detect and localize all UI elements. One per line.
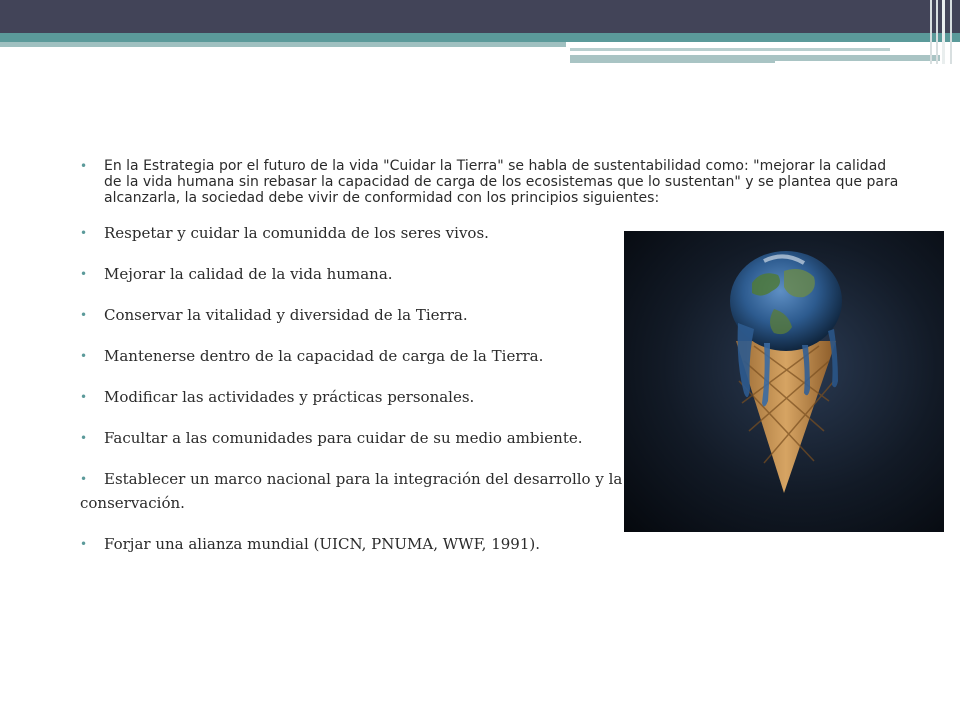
list-item [80,347,624,365]
bullet-icon: • [80,226,88,240]
list-item [80,224,624,242]
intro-text: En la Estrategia por el futuro de la vida "Cuidar la Tierra" se habla de sustentabilidad como: "mejorar la calidad de la vida humana sin rebasar la capacidad de carga de los ecosistemas que lo sustentan" y se plantea que para alcanzarla, la sociedad debe vivir de conformidad con los principios siguientes: [104,158,899,206]
edge-line [950,0,952,64]
list-item-text: Conservar la vitalidad y diversidad de la Tierra. [104,306,468,324]
list-item-text: Modificar las actividades y prácticas personales. [104,388,475,406]
list-item [80,429,624,447]
list-item [80,388,624,406]
accent-band [0,33,960,42]
list-item-text: Forjar una alianza mundial (UICN, PNUMA, WWF, 1991). [104,535,540,553]
bullet-icon: • [80,349,88,363]
list-item [80,470,624,488]
principles-list-end [80,535,900,553]
cone-shape [736,341,836,493]
edge-line [942,0,945,64]
bullet-icon: • [80,537,88,551]
bullet-icon: • [80,267,88,281]
accent-underline-left [0,42,566,47]
bullet-icon: • [80,390,88,404]
title-bar-band [0,0,960,33]
bullet-icon: • [80,431,88,445]
bullet-icon: • [80,159,88,173]
melting-earth-illustration [624,231,944,532]
accent-stripe-cut [775,61,940,64]
list-item [80,306,624,324]
list-item-continuation: conservación. [80,494,185,512]
list-item-text: Mejorar la calidad de la vida humana. [104,265,393,283]
list-item-text: Mantenerse dentro de la capacidad de carga de la Tierra. [104,347,544,365]
intro-paragraph [80,158,904,206]
bullet-icon: • [80,472,88,486]
list-item-text: Respetar y cuidar la comunidda de los seres vivos. [104,224,489,242]
list-item [80,265,624,283]
list-item-text: Establecer un marco nacional para la integración del desarrollo y la [104,470,623,488]
melting-earth-ice-cream-image [624,231,944,532]
list-item [80,535,624,553]
bullet-icon: • [80,308,88,322]
edge-line [930,0,932,64]
edge-line [936,0,938,64]
list-item-text: Facultar a las comunidades para cuidar de su medio ambiente. [104,429,583,447]
accent-stripe-thin [570,48,890,51]
